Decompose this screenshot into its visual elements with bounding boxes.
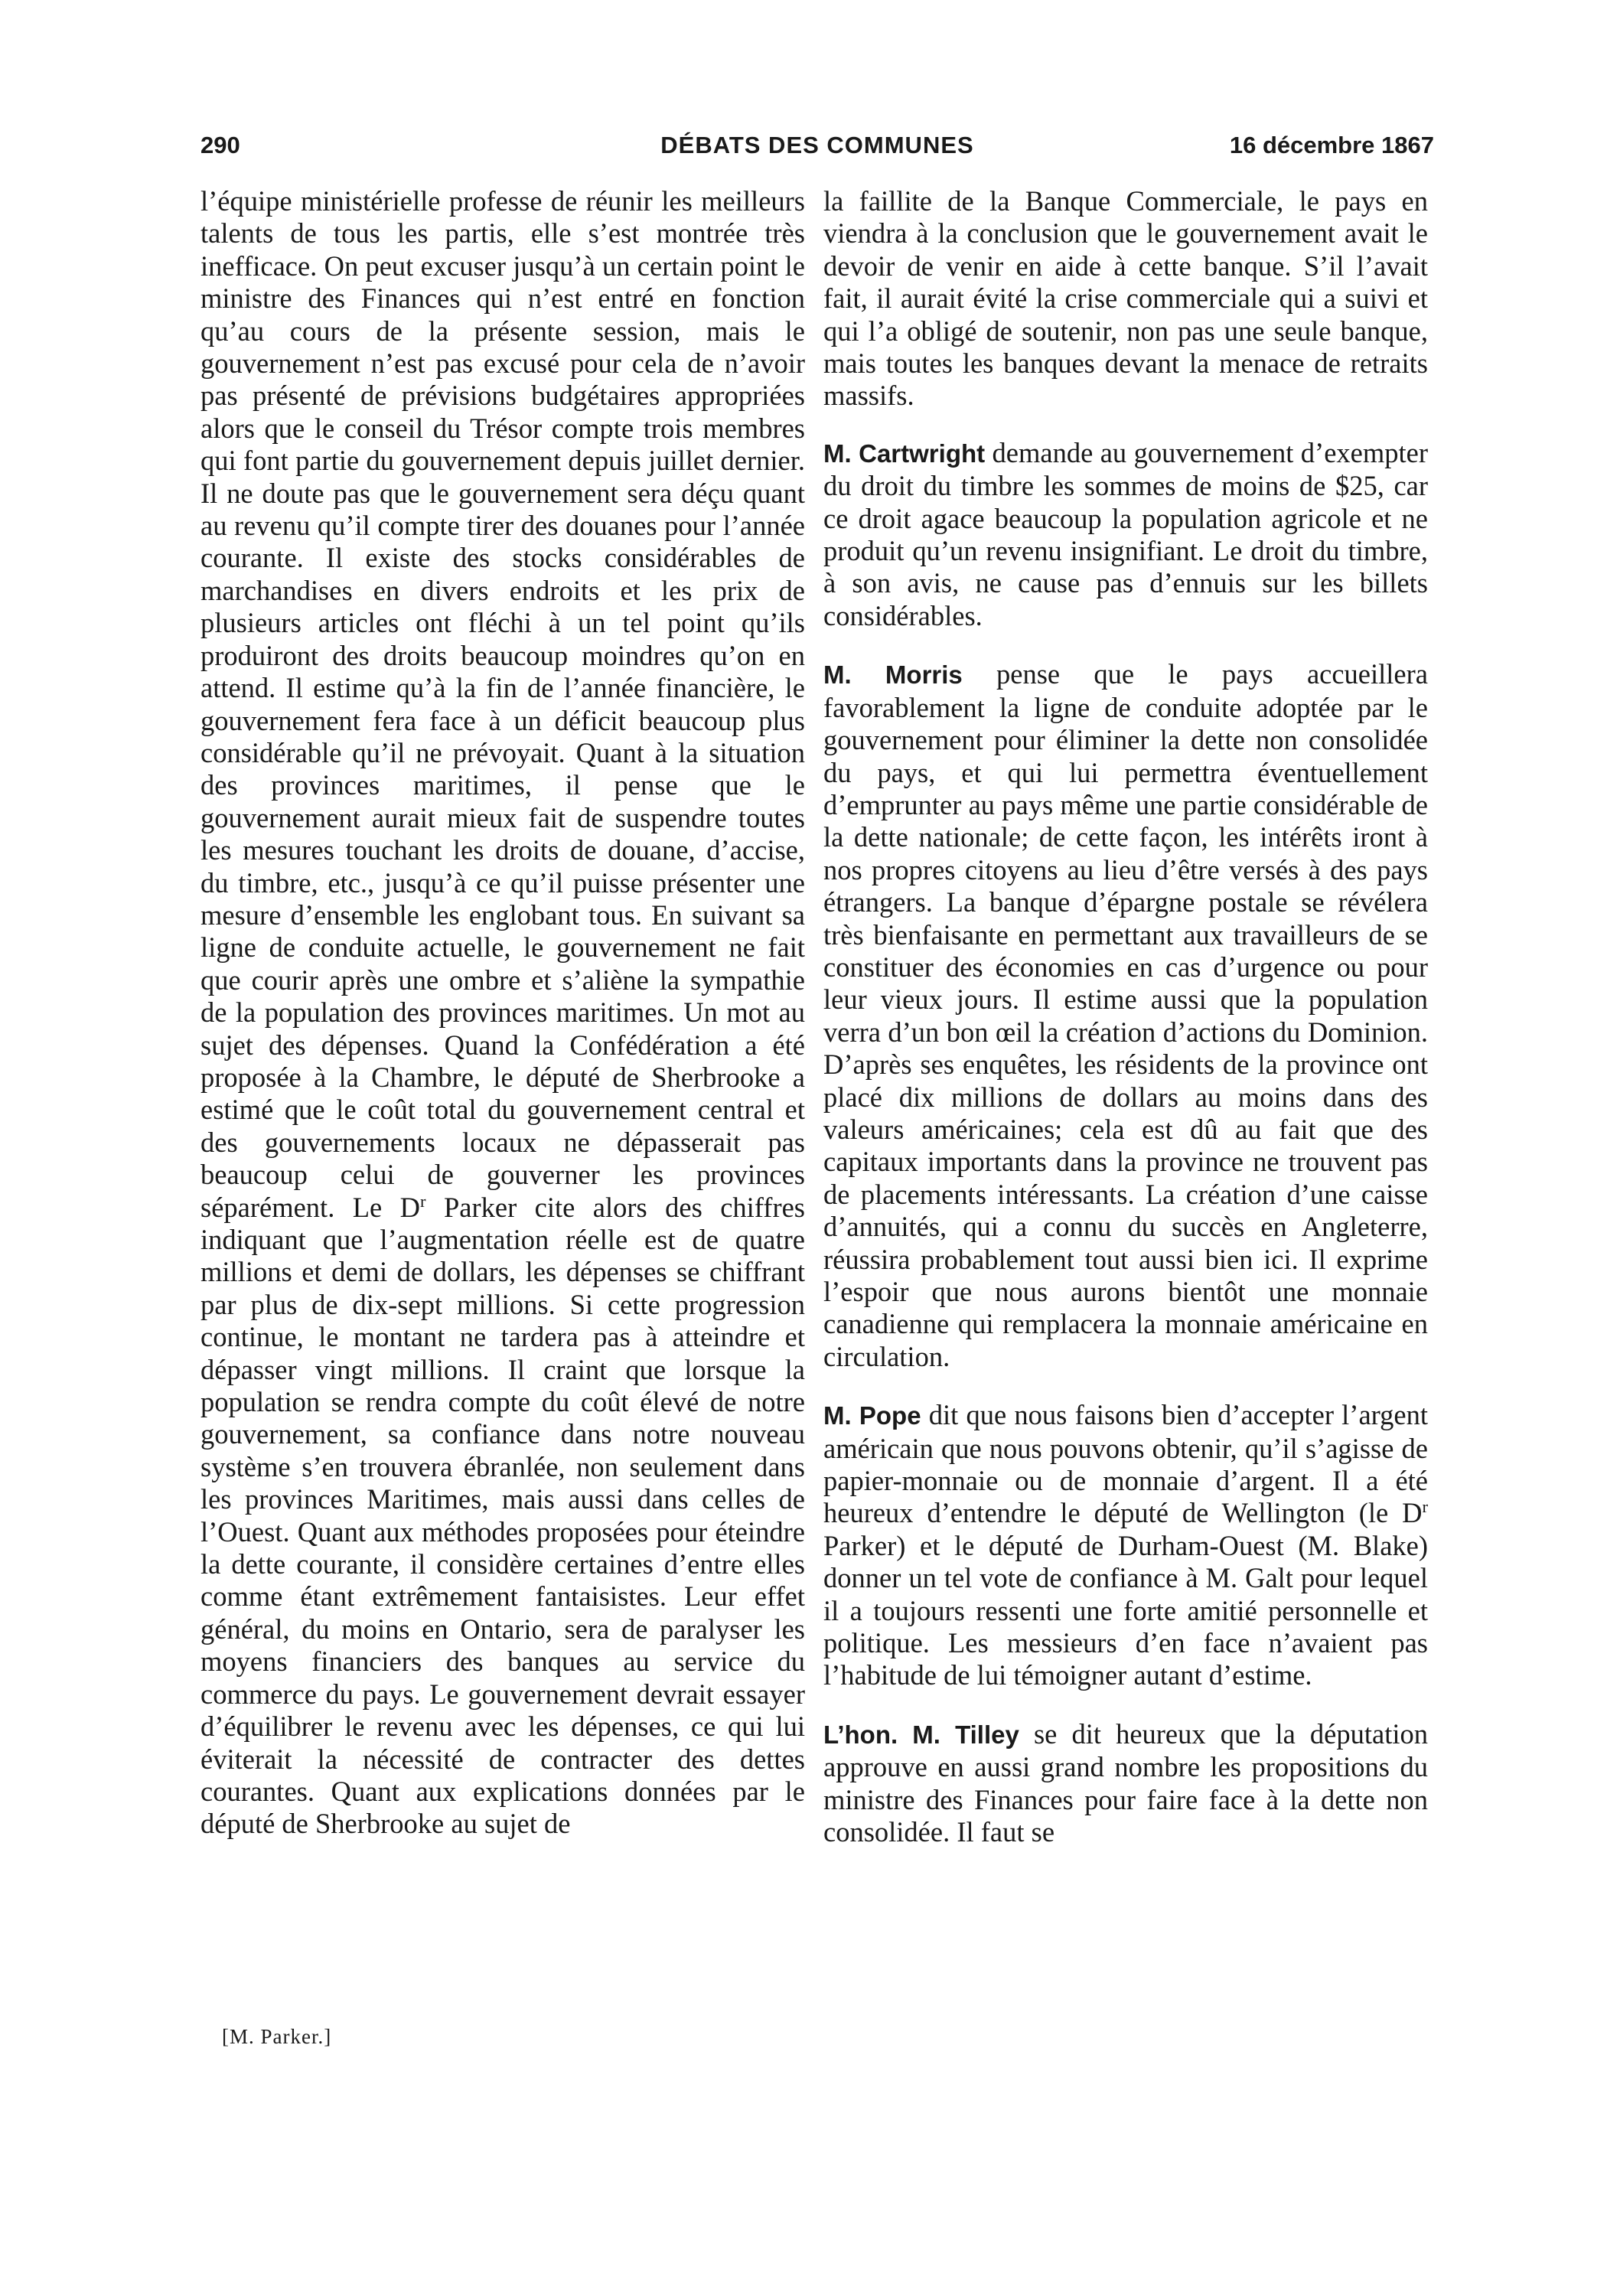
speaker-name: M. Cartwright bbox=[823, 439, 986, 468]
speaker-name: M. Morris bbox=[823, 660, 963, 690]
paragraph-text: demande au gouvernement d’exempter du droit du timbre les sommes de moins de $25, car ce droit agace beaucoup la population agricole et ne produit qu’un revenu insignifiant. Le droit du timbre, à son avis, ne cause pas d’ennuis sur les billets considérables. bbox=[823, 436, 1428, 631]
paragraph-text: Parker cite alors des chiffres indiquant que l’augmentation réelle est de quatre millions et demi de dollars, les dépenses se chiffrant par plus de dix-sept millions. Si cette progression continue, le montant ne tardera pas à atteindre et dépasser vingt millions. Il craint que lorsque la population se rendra compte du coût élevé de notre gouvernement, sa confiance dans notre nouveau système s’en trouvera ébranlée, non seulement dans les provinces Maritimes, mais aussi dans celles de l’Ouest. Quant aux méthodes proposées pour éteindre la dette courante, il considère certaines d’entre elles comme étant extrêmement fantaisistes. Leur effet général, du moins en Ontario, sera de paralyser les moyens financiers des banques au service du commerce du pays. Le gouvernement devrait essayer d’équilibrer le revenu avec les dépenses, ce qui lui éviterait la nécessité de contracter des dettes courantes. Quant aux explications données par le député de Sherbrooke au sujet de bbox=[200, 1191, 806, 1840]
paragraph-text: la faillite de la Banque Commerciale, le pays en viendra à la conclusion que le gouvernement avait le devoir de venir en aide à cette banque. S’il l’avait fait, il aurait évité la crise commerciale qui a suivi et qui l’a obligé de soutenir, non pas une seule banque, mais toutes les banques devant la menace de retraits massifs. bbox=[823, 185, 1428, 412]
paragraph bbox=[823, 1399, 1428, 1692]
speaker-name: M. Pope bbox=[823, 1401, 921, 1430]
header-date: 16 décembre 1867 bbox=[1229, 132, 1434, 158]
paragraph-text: l’équipe ministérielle professe de réunir les meilleurs talents de tous les partis, elle s’est montrée très inefficace. On peut excuser jusqu’à un certain point le ministre des Finances qui n’est entré en fonction qu’au cours de la présente session, mais le gouvernement n’est pas excusé pour cela de n’avoir pas présenté de prévisions budgétaires appropriées alors que le conseil du Trésor compte trois membres qui font partie du gouvernement depuis juillet dernier. Il ne doute pas que le gouvernement sera déçu quant au revenu qu’il compte tirer des douanes pour l’année courante. Il existe des stocks considérables de marchandises en divers endroits et les prix de plusieurs articles ont fléchi à un tel point qu’ils produiront des droits beaucoup moindres qu’on en attend. Il estime qu’à la fin de l’année financière, le gouvernement fera face à un déficit beaucoup plus considérable qu’il ne prévoyait. Quant à la situation des provinces maritimes, il pense que le gouvernement aurait mieux fait de suspendre toutes les mesures touchant les droits de douane, d’accise, du timbre, etc., jusqu’à ce qu’il puisse présenter une mesure d’ensemble les englobant tous. En suivant sa ligne de conduite actuelle, le gouvernement ne fait que courir après une ombre et s’aliène la sympathie de la population des provinces maritimes. Un mot au sujet des dépenses. Quand la Confédération a été proposée à la Chambre, le député de Sherbrooke a estimé que le coût total du gouvernement central et des gouvernements locaux ne dépasserait pas beaucoup celui de gouverner les provinces séparément. bbox=[200, 185, 805, 1223]
paragraph bbox=[823, 1718, 1428, 1849]
left-column bbox=[200, 185, 805, 1841]
paragraph-text: Le D bbox=[352, 1191, 421, 1223]
speaker-name: L’hon. M. Tilley bbox=[823, 1720, 1019, 1749]
superscript: r bbox=[1422, 1497, 1428, 1517]
paragraph bbox=[200, 185, 805, 1841]
paragraph-text: pense que le pays accueillera favorablement la ligne de conduite adoptée par le gouvernement pour éliminer la dette non consolidée du pays, et qui lui permettra éventuellement d’emprunter au pays même une partie considérable de la dette nationale; de cette façon, les intérêts iront à nos propres citoyens au lieu d’être versés à des pays étrangers. La banque d’épargne postale se révélera très bienfaisante en permettant aux travailleurs de se constituer des économies en cas d’urgence ou pour leur vieux jours. Il estime aussi que la population verra d’un bon œil la création d’actions du Dominion. D’après ses enquêtes, les résidents de la province ont placé dix millions de dollars au moins dans des valeurs américaines; cela est dû au fait que des capitaux importants dans la province ne trouvent pas de placements intéressants. La création d’une caisse d’annuités, qui a connu du succès en Angleterre, réussira probablement tout aussi bien ici. Il exprime l’espoir que nous aurons bientôt une monnaie canadienne qui remplacera la monnaie américaine en circulation. bbox=[823, 658, 1428, 1372]
paragraph bbox=[823, 185, 1428, 413]
paragraph-text: Parker) et le député de Durham-Ouest (M. Blake) donner un tel vote de confiance à M. Galt pour lequel il a toujours ressenti une forte amitié personnelle et politique. Les messieurs d’en face n’avaient pas l’habitude de lui témoigner autant d’estime. bbox=[823, 1529, 1428, 1691]
paragraph-text: dit que nous faisons bien d’accepter l’argent américain que nous pouvons obtenir, qu’il s’agisse de papier-monnaie ou de monnaie d’argent. Il a été heureux d’entendre le député de Wellington (le D bbox=[823, 1399, 1428, 1529]
running-header bbox=[200, 132, 1434, 171]
paragraph bbox=[823, 437, 1428, 632]
page-number: 290 bbox=[200, 132, 240, 158]
right-column bbox=[823, 185, 1428, 1875]
paragraph-text: se dit heureux que la députation approuve en aussi grand nombre les propositions du ministre des Finances pour faire face à la dette non consolidée. Il faut se bbox=[823, 1717, 1429, 1848]
speaker-reference-footer: [M. Parker.] bbox=[222, 2025, 332, 2048]
paragraph bbox=[823, 658, 1428, 1373]
journal-title: DÉBATS DES COMMUNES bbox=[660, 132, 974, 158]
superscript: r bbox=[420, 1191, 426, 1211]
